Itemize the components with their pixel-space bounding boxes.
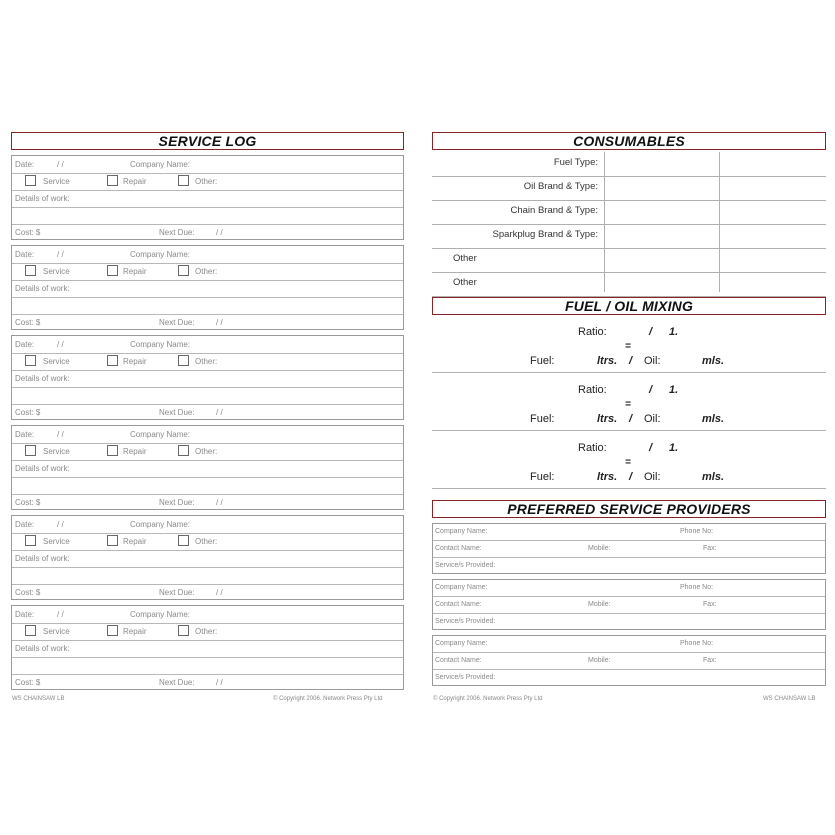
provider-mobile-label: Mobile: (588, 601, 611, 608)
consumable-row (432, 272, 826, 297)
provider-phone-label: Phone No: (680, 528, 714, 535)
service-label: Service (43, 537, 70, 546)
service-entry (11, 515, 404, 600)
entry-rule (12, 173, 403, 174)
service-checkbox[interactable] (25, 445, 36, 456)
consumables-table (432, 152, 826, 292)
entry-rule (12, 263, 403, 264)
date-field[interactable]: / / (57, 610, 64, 619)
footer-right-copyright: © Copyright 2006. Network Press Pty Ltd (433, 696, 543, 702)
other-label: Other: (195, 267, 218, 276)
consumables-title: CONSUMABLES (432, 132, 826, 150)
provider-contact-label: Contact Name: (435, 657, 482, 664)
oil-label: Oil: (644, 471, 661, 483)
provider-block (432, 635, 826, 686)
equals-sign: = (625, 457, 631, 468)
mls-label: mls. (702, 355, 725, 367)
oil-label: Oil: (644, 355, 661, 367)
ratio-one: 1. (669, 326, 679, 338)
repair-label: Repair (123, 267, 147, 276)
mixing-block (432, 373, 826, 431)
next-due-label: Next Due: (159, 588, 195, 597)
date-label: Date: (15, 430, 35, 439)
ratio-one: 1. (669, 384, 679, 396)
date-label: Date: (15, 610, 35, 619)
ratio-slash: / (649, 326, 653, 338)
date-field[interactable]: / / (57, 520, 64, 529)
provider-fax-label: Fax: (703, 657, 717, 664)
consumable-label: Chain Brand & Type: (510, 205, 598, 216)
repair-label: Repair (123, 627, 147, 636)
consumable-label: Fuel Type: (553, 157, 598, 168)
entry-rule (12, 224, 403, 225)
repair-checkbox[interactable] (107, 445, 118, 456)
provider-mobile-label: Mobile: (588, 545, 611, 552)
provider-rule (433, 557, 825, 558)
company-name-label: Company Name: (130, 250, 191, 259)
provider-company-label: Company Name: (435, 584, 488, 591)
equals-sign: = (625, 341, 631, 352)
cost-label: Cost: $ (15, 318, 41, 327)
cost-label: Cost: $ (15, 588, 41, 597)
other-label: Other: (195, 357, 218, 366)
ratio-slash: / (649, 442, 653, 454)
service-label: Service (43, 177, 70, 186)
provider-block (432, 579, 826, 630)
other-checkbox[interactable] (178, 535, 189, 546)
date-field[interactable]: / / (57, 340, 64, 349)
entry-rule (12, 657, 403, 658)
ratio-label: Ratio: (578, 384, 607, 396)
mixing-title: FUEL / OIL MIXING (432, 297, 826, 315)
date-label: Date: (15, 340, 35, 349)
service-log-page (11, 132, 404, 690)
company-name-label: Company Name: (130, 340, 191, 349)
provider-services-label: Service/s Provided: (435, 618, 496, 625)
footer-left-code: WS CHAINSAW LB (12, 696, 65, 702)
provider-company-label: Company Name: (435, 528, 488, 535)
ltrs-label: ltrs. (597, 355, 618, 367)
date-label: Date: (15, 520, 35, 529)
consumable-label: Sparkplug Brand & Type: (492, 229, 598, 240)
service-entry (11, 425, 404, 510)
service-entry (11, 335, 404, 420)
entry-rule (12, 567, 403, 568)
fuel-oil-slash: / (629, 413, 633, 425)
provider-services-label: Service/s Provided: (435, 562, 496, 569)
next-due-label: Next Due: (159, 498, 195, 507)
service-label: Service (43, 357, 70, 366)
service-log-entries (11, 155, 404, 690)
service-entry (11, 245, 404, 330)
providers-title: PREFERRED SERVICE PROVIDERS (432, 500, 826, 518)
next-due-field[interactable]: / / (216, 408, 223, 417)
details-of-work-label: Details of work: (15, 644, 70, 653)
provider-fax-label: Fax: (703, 545, 717, 552)
entry-rule (12, 533, 403, 534)
entry-rule (12, 404, 403, 405)
details-of-work-label: Details of work: (15, 554, 70, 563)
service-checkbox[interactable] (25, 175, 36, 186)
entry-rule (12, 387, 403, 388)
service-checkbox[interactable] (25, 535, 36, 546)
next-due-label: Next Due: (159, 678, 195, 687)
repair-label: Repair (123, 357, 147, 366)
provider-services-label: Service/s Provided: (435, 674, 496, 681)
company-name-label: Company Name: (130, 160, 191, 169)
repair-label: Repair (123, 447, 147, 456)
cost-label: Cost: $ (15, 408, 41, 417)
date-field[interactable]: / / (57, 430, 64, 439)
company-name-label: Company Name: (130, 520, 191, 529)
provider-contact-label: Contact Name: (435, 545, 482, 552)
next-due-label: Next Due: (159, 408, 195, 417)
provider-rule (433, 669, 825, 670)
provider-rule (433, 613, 825, 614)
other-checkbox[interactable] (178, 625, 189, 636)
next-due-label: Next Due: (159, 228, 195, 237)
ltrs-label: ltrs. (597, 471, 618, 483)
details-of-work-label: Details of work: (15, 284, 70, 293)
service-label: Service (43, 267, 70, 276)
mixing-block (432, 431, 826, 489)
provider-contact-label: Contact Name: (435, 601, 482, 608)
date-label: Date: (15, 250, 35, 259)
entry-rule (12, 674, 403, 675)
next-due-field[interactable]: / / (216, 318, 223, 327)
equals-sign: = (625, 399, 631, 410)
provider-phone-label: Phone No: (680, 640, 714, 647)
entry-rule (12, 477, 403, 478)
date-field[interactable]: / / (57, 250, 64, 259)
next-due-field[interactable]: / / (216, 588, 223, 597)
provider-company-label: Company Name: (435, 640, 488, 647)
service-label: Service (43, 627, 70, 636)
consumable-row (432, 224, 826, 249)
service-checkbox[interactable] (25, 265, 36, 276)
repair-checkbox[interactable] (107, 625, 118, 636)
entry-rule (12, 623, 403, 624)
ratio-slash: / (649, 384, 653, 396)
provider-rule (433, 540, 825, 541)
repair-checkbox[interactable] (107, 535, 118, 546)
repair-checkbox[interactable] (107, 355, 118, 366)
date-field[interactable]: / / (57, 160, 64, 169)
ratio-one: 1. (669, 442, 679, 454)
fuel-oil-slash: / (629, 355, 633, 367)
mixing-section (432, 315, 826, 489)
details-of-work-label: Details of work: (15, 464, 70, 473)
service-checkbox[interactable] (25, 625, 36, 636)
other-checkbox[interactable] (178, 355, 189, 366)
service-entry (11, 155, 404, 240)
other-checkbox[interactable] (178, 175, 189, 186)
repair-label: Repair (123, 537, 147, 546)
provider-rule (433, 596, 825, 597)
next-due-field[interactable]: / / (216, 498, 223, 507)
company-name-label: Company Name: (130, 430, 191, 439)
consumable-row (432, 176, 826, 201)
provider-mobile-label: Mobile: (588, 657, 611, 664)
cost-label: Cost: $ (15, 498, 41, 507)
provider-rule (433, 652, 825, 653)
mls-label: mls. (702, 413, 725, 425)
next-due-field[interactable]: / / (216, 228, 223, 237)
entry-rule (12, 460, 403, 461)
entry-rule (12, 297, 403, 298)
fuel-label: Fuel: (530, 355, 555, 367)
next-due-field[interactable]: / / (216, 678, 223, 687)
next-due-label: Next Due: (159, 318, 195, 327)
consumable-row (432, 152, 826, 177)
providers-section (432, 523, 826, 686)
details-of-work-label: Details of work: (15, 194, 70, 203)
date-label: Date: (15, 160, 35, 169)
service-log-title: SERVICE LOG (11, 132, 404, 150)
other-label: Other: (195, 537, 218, 546)
other-checkbox[interactable] (178, 445, 189, 456)
entry-rule (12, 443, 403, 444)
consumable-label: Other (453, 277, 477, 288)
service-checkbox[interactable] (25, 355, 36, 366)
other-checkbox[interactable] (178, 265, 189, 276)
entry-rule (12, 207, 403, 208)
entry-rule (12, 494, 403, 495)
repair-checkbox[interactable] (107, 175, 118, 186)
entry-rule (12, 314, 403, 315)
provider-phone-label: Phone No: (680, 584, 714, 591)
service-entry (11, 605, 404, 690)
consumable-row (432, 248, 826, 273)
consumable-label: Oil Brand & Type: (523, 181, 598, 192)
fuel-oil-slash: / (629, 471, 633, 483)
other-label: Other: (195, 447, 218, 456)
other-label: Other: (195, 627, 218, 636)
entry-rule (12, 190, 403, 191)
mixing-block (432, 315, 826, 373)
entry-rule (12, 640, 403, 641)
provider-fax-label: Fax: (703, 601, 717, 608)
right-page (432, 132, 826, 686)
entry-rule (12, 370, 403, 371)
consumable-label: Other (453, 253, 477, 264)
provider-block (432, 523, 826, 574)
entry-rule (12, 353, 403, 354)
repair-label: Repair (123, 177, 147, 186)
fuel-label: Fuel: (530, 471, 555, 483)
ratio-label: Ratio: (578, 326, 607, 338)
cost-label: Cost: $ (15, 678, 41, 687)
mls-label: mls. (702, 471, 725, 483)
footer-right-code: WS CHAINSAW LB (763, 696, 816, 702)
ratio-label: Ratio: (578, 442, 607, 454)
repair-checkbox[interactable] (107, 265, 118, 276)
service-label: Service (43, 447, 70, 456)
footer-left-copyright: © Copyright 2006. Network Press Pty Ltd (273, 696, 383, 702)
oil-label: Oil: (644, 413, 661, 425)
entry-rule (12, 280, 403, 281)
details-of-work-label: Details of work: (15, 374, 70, 383)
entry-rule (12, 550, 403, 551)
consumable-row (432, 200, 826, 225)
ltrs-label: ltrs. (597, 413, 618, 425)
company-name-label: Company Name: (130, 610, 191, 619)
entry-rule (12, 584, 403, 585)
fuel-label: Fuel: (530, 413, 555, 425)
cost-label: Cost: $ (15, 228, 41, 237)
other-label: Other: (195, 177, 218, 186)
